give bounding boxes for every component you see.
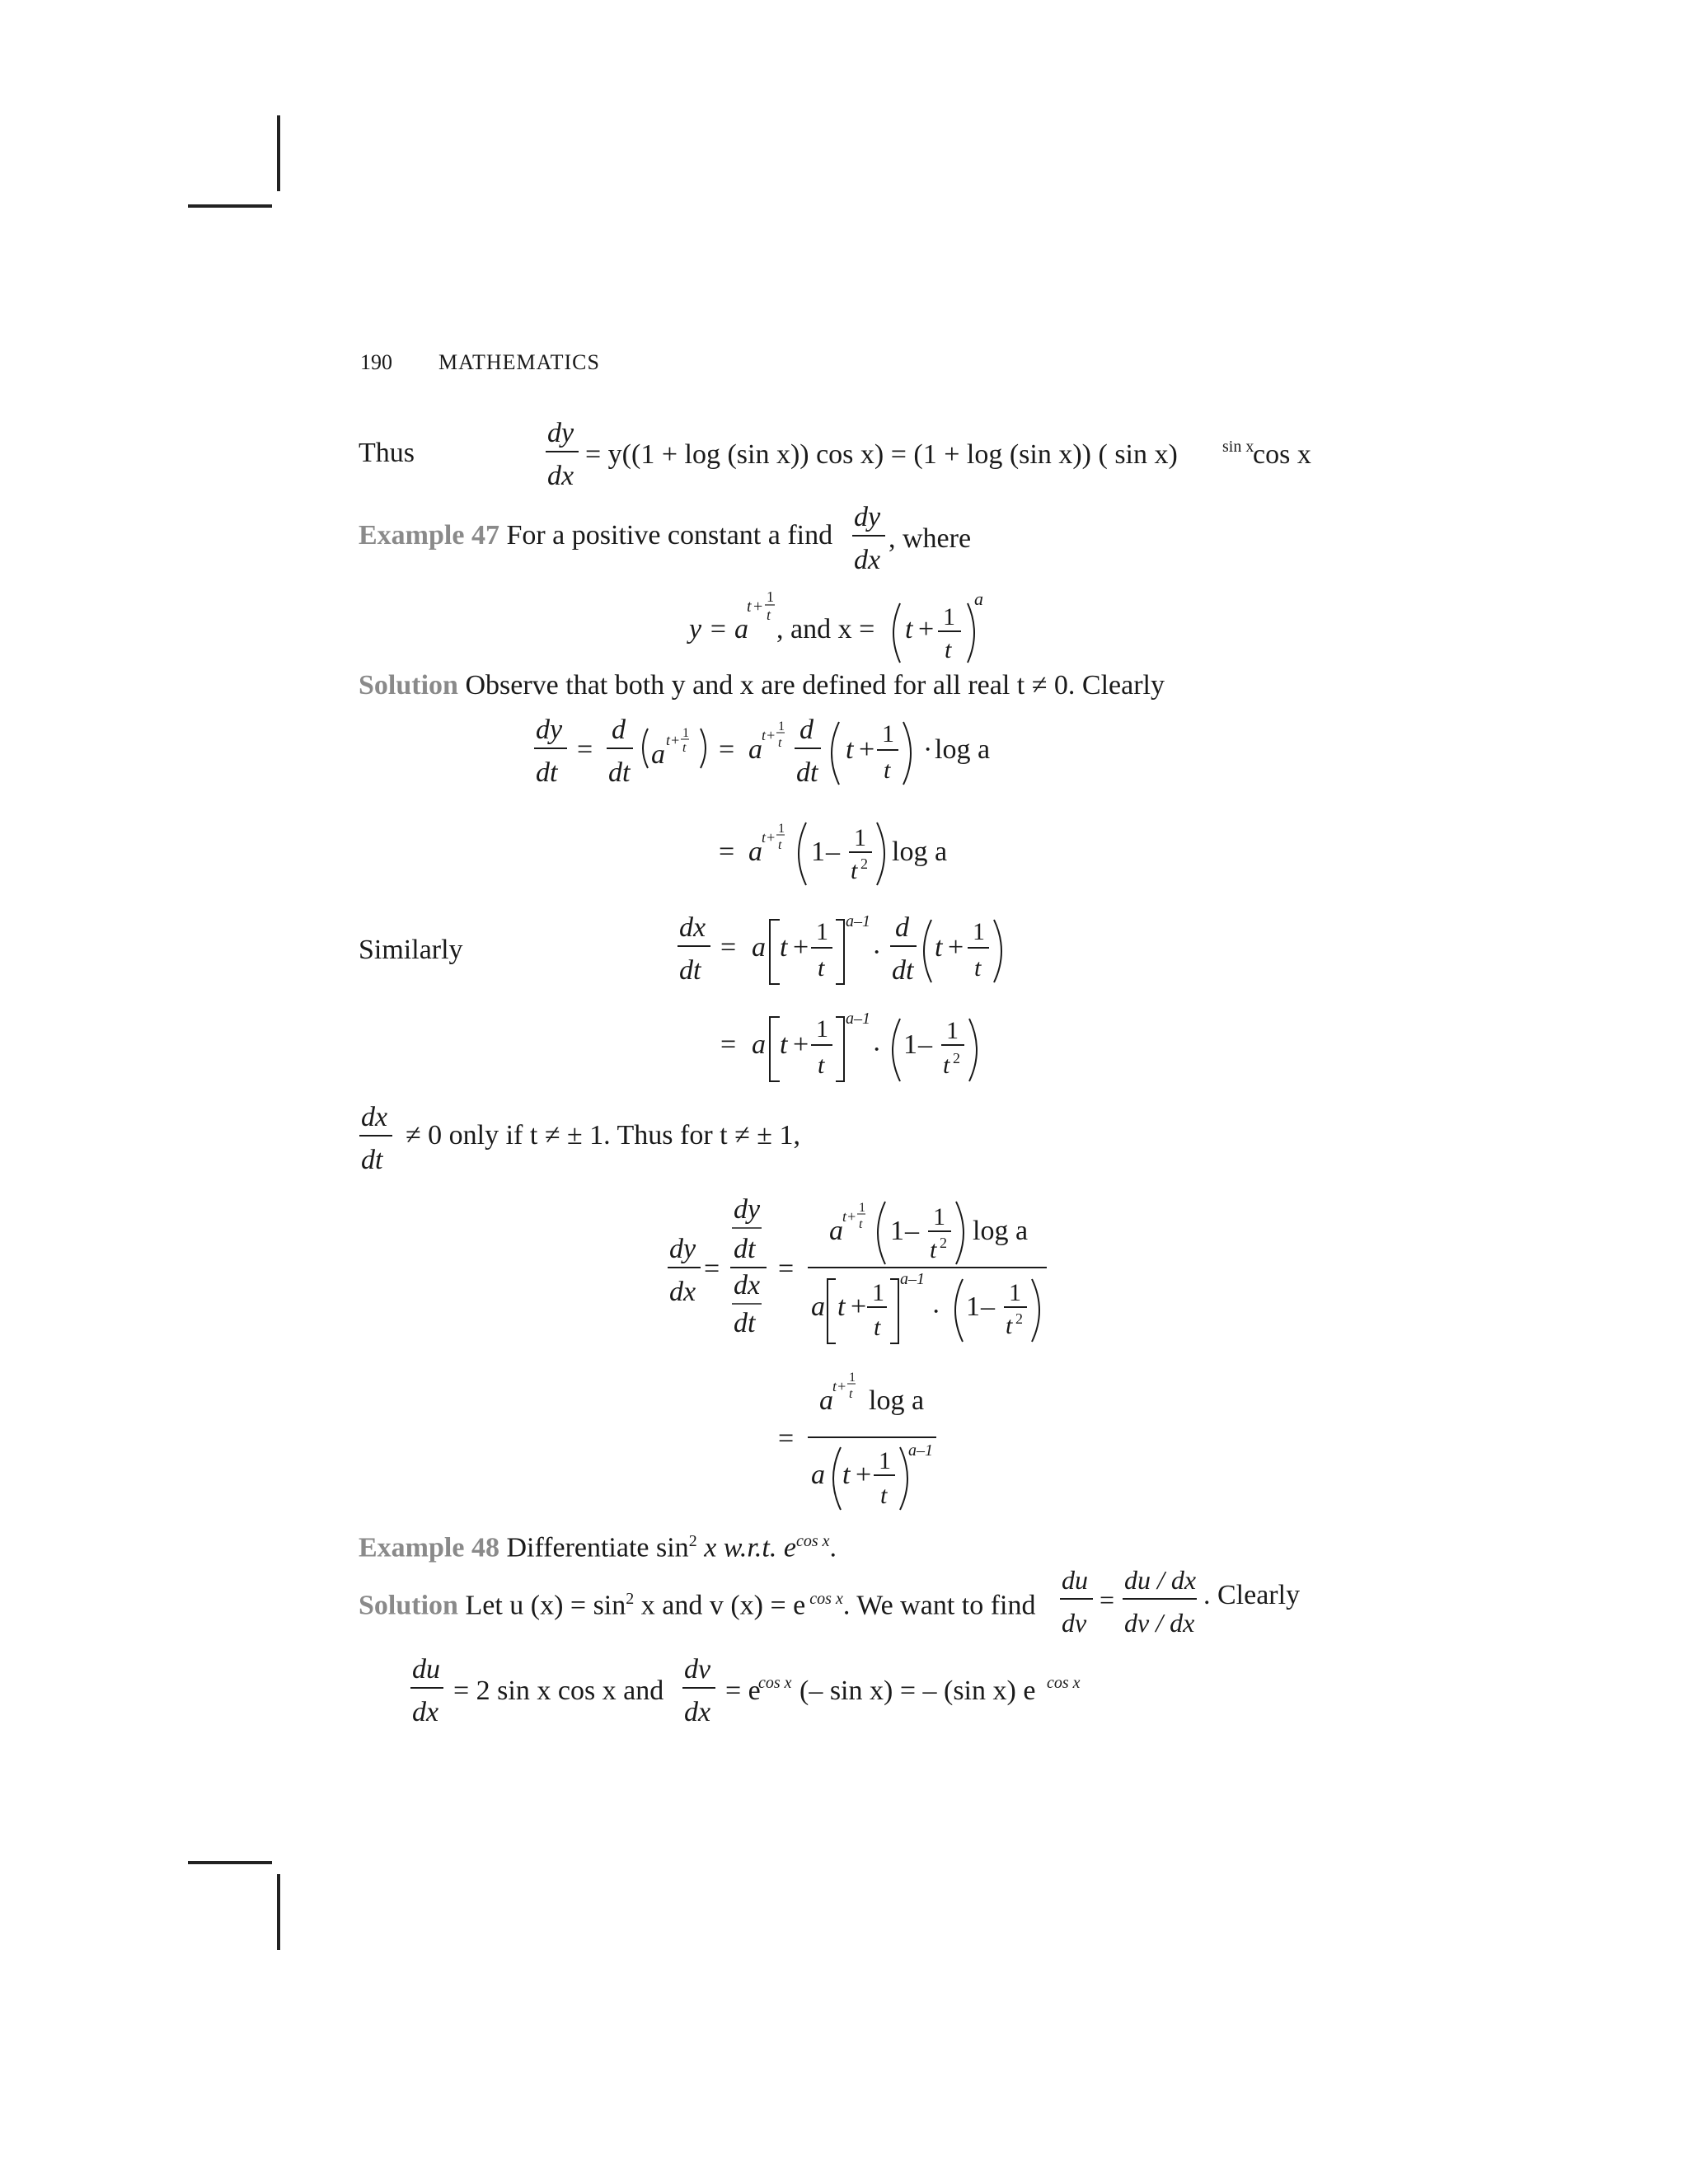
svg-text:–: – bbox=[918, 1029, 932, 1060]
svg-text:=: = bbox=[704, 1254, 720, 1284]
svg-text:1: 1 bbox=[879, 1447, 891, 1474]
svg-text:1: 1 bbox=[778, 822, 785, 836]
thus-rhs: = y((1 + log (sin x)) cos x) = (1 + log (sin x)) ( sin x) bbox=[585, 439, 1178, 470]
svg-text:du: du bbox=[412, 1654, 440, 1685]
svg-text:1: 1 bbox=[973, 918, 985, 945]
svg-text:cos x: cos x bbox=[758, 1674, 792, 1692]
svg-text:t: t bbox=[780, 1029, 788, 1060]
svg-text:·: · bbox=[923, 734, 933, 765]
svg-text:=: = bbox=[720, 932, 737, 963]
svg-text:1: 1 bbox=[946, 1017, 959, 1044]
solution48-exponent: cos x bbox=[805, 1590, 843, 1608]
example47-line bbox=[359, 519, 832, 552]
svg-text:a: a bbox=[819, 1385, 833, 1416]
svg-text:dx: dx bbox=[854, 545, 881, 575]
svg-text:+: + bbox=[851, 1291, 867, 1322]
svg-text:1: 1 bbox=[890, 1216, 904, 1246]
svg-text:log a: log a bbox=[892, 837, 948, 867]
svg-text:=: = bbox=[719, 837, 735, 867]
svg-text:–: – bbox=[981, 1291, 995, 1322]
svg-text:=: = bbox=[577, 734, 593, 765]
svg-text:y = a: y = a bbox=[689, 614, 749, 644]
svg-text:t: t bbox=[935, 932, 943, 963]
svg-text:dt: dt bbox=[608, 757, 631, 788]
solution47-text: Observe that both y and x are defined for all real t ≠ 0. Clearly bbox=[465, 670, 1165, 701]
svg-text:t: t bbox=[846, 734, 854, 765]
svg-text:t: t bbox=[849, 1387, 853, 1401]
svg-text:t: t bbox=[818, 1052, 825, 1079]
svg-text:a: a bbox=[752, 1029, 766, 1060]
dx-denominator: dx bbox=[547, 461, 574, 491]
svg-text:t: t bbox=[974, 954, 982, 982]
svg-text:t: t bbox=[842, 1460, 851, 1490]
svg-text:dx: dx bbox=[684, 1697, 711, 1727]
svg-text:a–1: a–1 bbox=[846, 912, 870, 930]
svg-text:a: a bbox=[811, 1291, 825, 1322]
svg-text:=: = bbox=[778, 1423, 795, 1454]
svg-text:a: a bbox=[748, 734, 762, 765]
svg-text:1: 1 bbox=[933, 1203, 945, 1230]
solution48-line bbox=[359, 1582, 1035, 1622]
svg-text:(– sin x) = – (sin x) e: (– sin x) = – (sin x) e bbox=[799, 1675, 1036, 1706]
svg-text:·: · bbox=[872, 937, 882, 968]
svg-text:t+: t+ bbox=[832, 1378, 847, 1394]
example47-label: Example 47 bbox=[359, 520, 499, 551]
solution48-text-c: . We want to find bbox=[842, 1590, 1036, 1621]
svg-text:+: + bbox=[793, 1029, 809, 1060]
svg-text:=: = bbox=[720, 1029, 737, 1060]
svg-text:1: 1 bbox=[682, 726, 689, 740]
svg-text:, and x =: , and x = bbox=[776, 614, 875, 644]
example48-wrt: x w.r.t. e bbox=[696, 1532, 796, 1563]
svg-text:du / dx: du / dx bbox=[1124, 1565, 1197, 1595]
solution47-line bbox=[359, 669, 1165, 702]
svg-text:2: 2 bbox=[940, 1235, 947, 1251]
svg-text:d: d bbox=[799, 715, 814, 745]
solution48-square: 2 bbox=[626, 1590, 635, 1608]
svg-text:t: t bbox=[874, 1314, 881, 1341]
svg-text:1: 1 bbox=[872, 1279, 884, 1306]
svg-text:a: a bbox=[974, 588, 983, 609]
svg-text:dt: dt bbox=[361, 1145, 383, 1175]
example48-square: 2 bbox=[688, 1532, 697, 1550]
du-dx-dv-dx-line bbox=[404, 1648, 1129, 1739]
example48-label: Example 48 bbox=[359, 1532, 499, 1563]
svg-text:= e: = e bbox=[725, 1675, 761, 1706]
example48-line bbox=[359, 1525, 837, 1564]
svg-text:t+: t+ bbox=[666, 732, 681, 748]
svg-text:t: t bbox=[880, 1482, 888, 1509]
svg-text:1: 1 bbox=[767, 588, 774, 605]
svg-text:·: · bbox=[872, 1034, 882, 1065]
svg-text:dv: dv bbox=[684, 1654, 711, 1685]
svg-text:t: t bbox=[851, 857, 858, 884]
svg-text:1: 1 bbox=[811, 837, 825, 867]
svg-text:·: · bbox=[931, 1296, 941, 1327]
svg-text:t: t bbox=[818, 954, 825, 982]
crop-mark-top-horizontal bbox=[188, 204, 272, 208]
svg-text:2: 2 bbox=[953, 1050, 960, 1066]
svg-text:+: + bbox=[918, 614, 935, 644]
svg-text:1: 1 bbox=[966, 1291, 980, 1322]
svg-text:t: t bbox=[780, 932, 788, 963]
svg-text:2: 2 bbox=[1015, 1310, 1023, 1327]
svg-text:1: 1 bbox=[816, 918, 828, 945]
thus-rhs-exponent: sin x bbox=[1222, 438, 1254, 456]
page-number: 190 bbox=[360, 350, 392, 374]
crop-mark-bottom-horizontal bbox=[188, 1861, 272, 1864]
svg-text:dx: dx bbox=[679, 912, 706, 943]
svg-text:+: + bbox=[948, 932, 964, 963]
svg-text:1: 1 bbox=[943, 603, 955, 630]
svg-text:d: d bbox=[895, 912, 909, 943]
svg-text:+: + bbox=[793, 932, 809, 963]
svg-text:=: = bbox=[1100, 1585, 1115, 1615]
svg-text:dt: dt bbox=[734, 1308, 756, 1338]
svg-text:dx: dx bbox=[361, 1102, 388, 1132]
dx-dt-derivation bbox=[676, 907, 1022, 1088]
svg-text:dt: dt bbox=[536, 757, 558, 788]
svg-text:. Clearly: . Clearly bbox=[1203, 1580, 1301, 1610]
svg-text:log a: log a bbox=[973, 1216, 1029, 1246]
svg-text:dy: dy bbox=[536, 715, 563, 745]
svg-text:dt: dt bbox=[892, 955, 914, 986]
svg-text:dx: dx bbox=[669, 1277, 696, 1307]
thus-rhs-tail: cos x bbox=[1253, 439, 1311, 470]
svg-text:d: d bbox=[612, 715, 626, 745]
svg-text:dv / dx: dv / dx bbox=[1124, 1608, 1195, 1638]
svg-text:t: t bbox=[884, 757, 891, 784]
svg-text:dx: dx bbox=[734, 1270, 761, 1301]
svg-text:a: a bbox=[748, 837, 762, 867]
svg-text:t: t bbox=[859, 1217, 863, 1231]
solution48-text-b: x and v (x) = e bbox=[634, 1590, 806, 1621]
svg-text:t+: t+ bbox=[762, 727, 776, 743]
svg-text:t: t bbox=[1006, 1312, 1013, 1339]
svg-text:dy: dy bbox=[854, 502, 881, 532]
solution47-label: Solution bbox=[359, 670, 458, 701]
svg-text:t: t bbox=[778, 838, 782, 852]
dy-dt-derivation bbox=[528, 709, 1088, 882]
example47-definitions bbox=[684, 577, 1014, 668]
svg-text:t: t bbox=[945, 636, 952, 663]
svg-text:t: t bbox=[778, 736, 782, 750]
thus-label: Thus bbox=[359, 438, 415, 468]
similarly-label: Similarly bbox=[359, 935, 463, 965]
svg-text:t: t bbox=[905, 614, 913, 644]
running-title: MATHEMATICS bbox=[438, 350, 600, 374]
svg-text:a–1: a–1 bbox=[900, 1270, 925, 1288]
svg-text:–: – bbox=[826, 837, 840, 867]
svg-text:= 2 sin x cos x and: = 2 sin x cos x and bbox=[453, 1675, 664, 1706]
svg-text:dt: dt bbox=[734, 1234, 756, 1264]
svg-text:t: t bbox=[943, 1052, 950, 1079]
svg-text:t: t bbox=[837, 1291, 846, 1322]
svg-text:t+: t+ bbox=[762, 829, 776, 846]
svg-text:a: a bbox=[829, 1216, 843, 1246]
crop-mark-top-vertical bbox=[277, 115, 280, 191]
nonzero-condition: ≠ 0 only if t ≠ ± 1. Thus for t ≠ ± 1, bbox=[406, 1120, 800, 1151]
svg-text:+: + bbox=[859, 734, 875, 765]
du-dv-fraction bbox=[1055, 1561, 1319, 1643]
svg-text:=: = bbox=[719, 734, 735, 765]
svg-text:a: a bbox=[651, 739, 665, 770]
svg-text:cos x: cos x bbox=[1047, 1674, 1081, 1692]
svg-text:+: + bbox=[856, 1460, 872, 1490]
svg-text:2: 2 bbox=[860, 855, 868, 872]
thus-equation bbox=[528, 412, 1311, 494]
svg-text:a: a bbox=[811, 1460, 825, 1490]
svg-text:dy: dy bbox=[734, 1194, 761, 1225]
svg-text:1: 1 bbox=[882, 720, 894, 748]
svg-text:1: 1 bbox=[816, 1015, 828, 1043]
svg-text:a–1: a–1 bbox=[908, 1441, 933, 1460]
example47-fraction bbox=[846, 498, 1027, 580]
svg-text:log a: log a bbox=[935, 734, 991, 765]
svg-text:dt: dt bbox=[796, 757, 818, 788]
svg-text:1: 1 bbox=[859, 1201, 865, 1215]
svg-text:t: t bbox=[930, 1236, 937, 1263]
example47-text: For a positive constant a find bbox=[506, 520, 833, 551]
svg-text:1: 1 bbox=[854, 824, 866, 851]
svg-text:=: = bbox=[778, 1254, 795, 1284]
solution48-label: Solution bbox=[359, 1590, 458, 1621]
svg-text:t: t bbox=[767, 607, 771, 623]
svg-text:dx: dx bbox=[412, 1697, 439, 1727]
svg-text:, where: , where bbox=[889, 523, 972, 554]
svg-text:dt: dt bbox=[679, 955, 701, 986]
example48-exponent: cos x bbox=[795, 1532, 830, 1550]
svg-text:1: 1 bbox=[778, 719, 785, 733]
crop-mark-bottom-vertical bbox=[277, 1874, 280, 1950]
svg-text:1: 1 bbox=[1009, 1279, 1021, 1306]
dy-numerator: dy bbox=[547, 418, 574, 448]
svg-text:t: t bbox=[747, 598, 752, 616]
dx-dt-fraction bbox=[356, 1096, 406, 1179]
svg-text:+: + bbox=[753, 598, 763, 616]
svg-text:–: – bbox=[905, 1216, 919, 1246]
dy-dx-quotient bbox=[666, 1187, 1062, 1516]
svg-text:a: a bbox=[752, 932, 766, 963]
svg-text:du: du bbox=[1062, 1565, 1088, 1595]
svg-text:t: t bbox=[682, 741, 687, 755]
svg-text:1: 1 bbox=[903, 1029, 917, 1060]
example48-period: . bbox=[829, 1532, 837, 1563]
svg-text:t+: t+ bbox=[842, 1208, 857, 1225]
solution48-text-a: Let u (x) = sin bbox=[465, 1590, 626, 1621]
svg-text:log a: log a bbox=[869, 1385, 925, 1416]
svg-text:1: 1 bbox=[849, 1371, 856, 1385]
svg-text:a–1: a–1 bbox=[846, 1010, 870, 1028]
svg-text:dv: dv bbox=[1062, 1608, 1087, 1638]
svg-text:dy: dy bbox=[669, 1234, 696, 1264]
example48-text: Differentiate sin bbox=[506, 1532, 689, 1563]
